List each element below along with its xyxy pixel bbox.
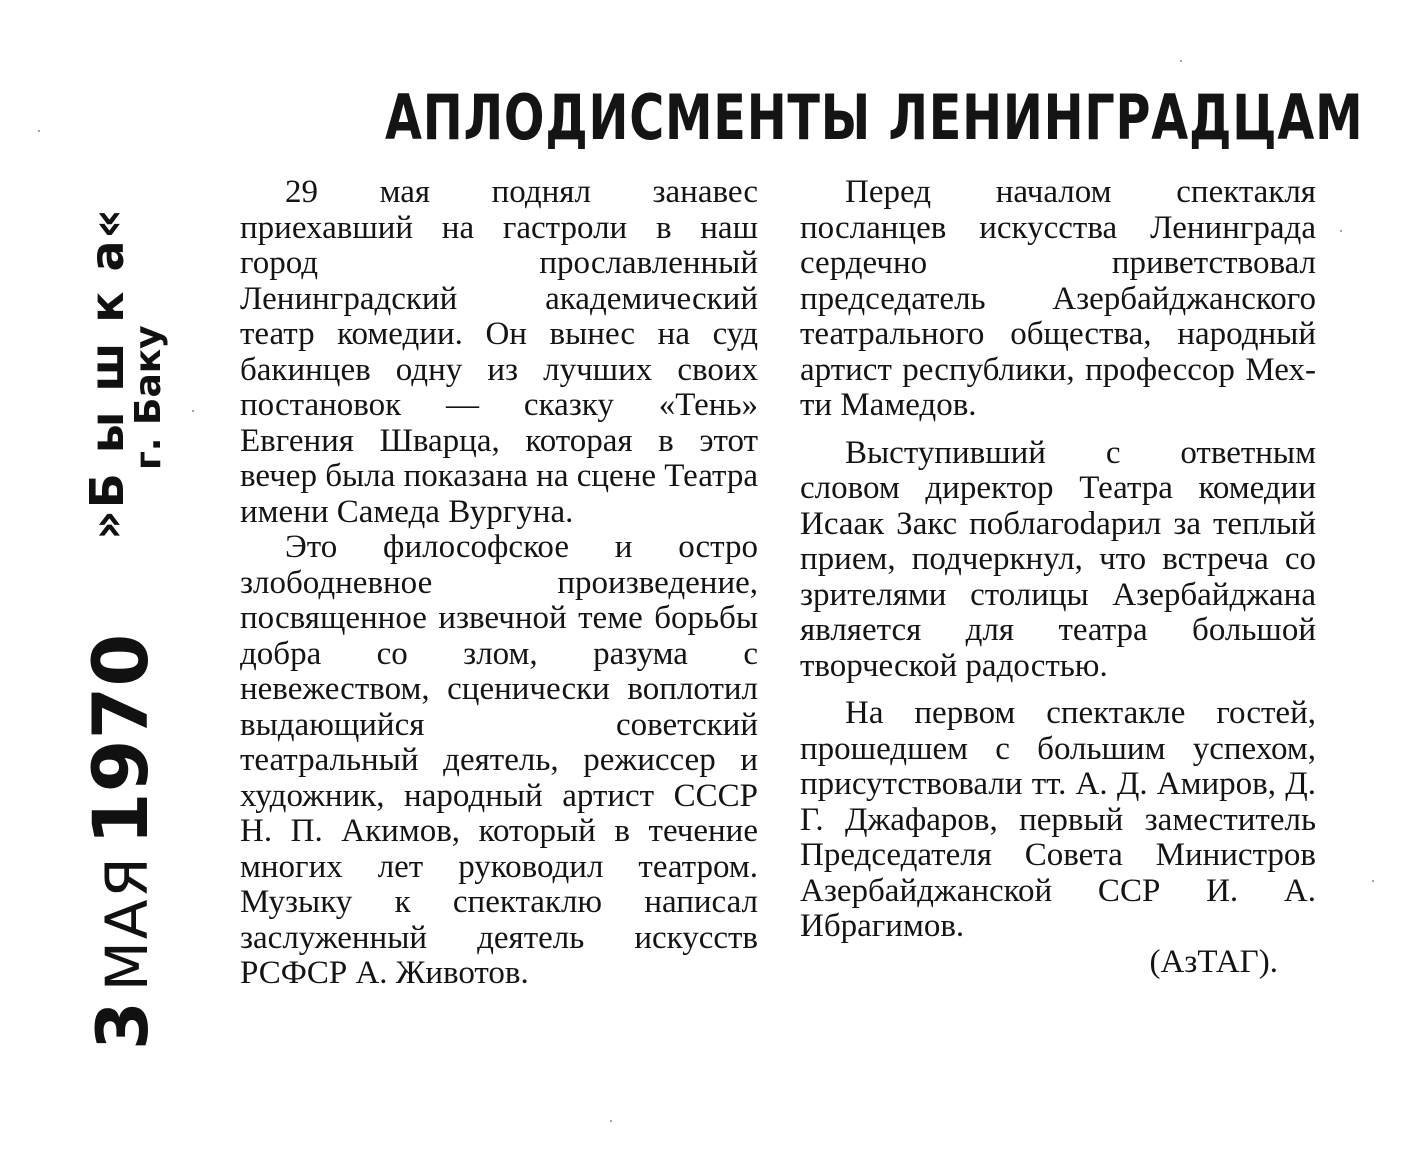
date-stamp-month: МАЯ bbox=[93, 855, 161, 992]
newspaper-name-stamp: »Б ы ш к а« bbox=[80, 206, 134, 540]
article-signature: (АзТАГ). bbox=[1149, 943, 1278, 980]
print-speck bbox=[1180, 60, 1182, 62]
date-stamp-day: 3 bbox=[82, 1001, 164, 1050]
article-paragraph: Это философское и остро злободневное произведение, посвященное извечной теме борьбы добра со злом, разума с невежеством, сценически воплотил выдающийся советский театральный деятель, режиссер и художник, народный артист СССР Н. П. Акимов, который в течение многих лет руководил театром. Музыку к спектаклю написал заслуженный деятель искусств РСФСР А. Животов. bbox=[240, 529, 758, 991]
print-speck bbox=[1340, 230, 1342, 232]
print-speck bbox=[1372, 880, 1374, 882]
print-speck bbox=[192, 410, 194, 412]
print-speck bbox=[610, 1120, 612, 1122]
article-headline: АПЛОДИСМЕНТЫ ЛЕНИНГРАДЦАМ bbox=[385, 81, 1364, 154]
article-paragraph: Перед началом спектакля посланцев искусства Ленинграда сердечно приветствовал председатель Азербайджанского театрального общества, народный артист республики, профессор Мехти Мамедов. bbox=[800, 174, 1316, 423]
article-paragraph: Выступивший с ответным словом директор Театра комедии Исаак Закс поблагоdарил за теплый прием, подчеркнул, что встреча со зрителями столицы Азербайджана является для театра большой творческой радостью. bbox=[800, 434, 1316, 684]
article-paragraph: На первом спектакле гостей, прошедшем с большим успехом, присутствовали тт. А. Д. Амиров, Д. Г. Джафаров, первый заместитель Председателя Совета Министров Азербайджанской ССР И. А. Ибрагимов. bbox=[800, 695, 1316, 944]
print-speck bbox=[38, 130, 40, 132]
date-stamp-year: 1970 bbox=[76, 633, 165, 846]
city-stamp: г. Баку bbox=[128, 325, 169, 470]
article-column-left bbox=[240, 175, 758, 992]
date-stamp bbox=[76, 634, 165, 1050]
article-column-right bbox=[800, 175, 1316, 980]
article-paragraph: 29 мая поднял занавес приехавший на гастроли в наш город прославленный Ленинградский академический театр комедии. Он вынес на суд бакинцев одну из лучших своих постановок — сказку «Тень» Евгения Шварца, которая в этот вечер была показана на сцене Театра имени Самеда Вургуна. bbox=[240, 174, 758, 530]
